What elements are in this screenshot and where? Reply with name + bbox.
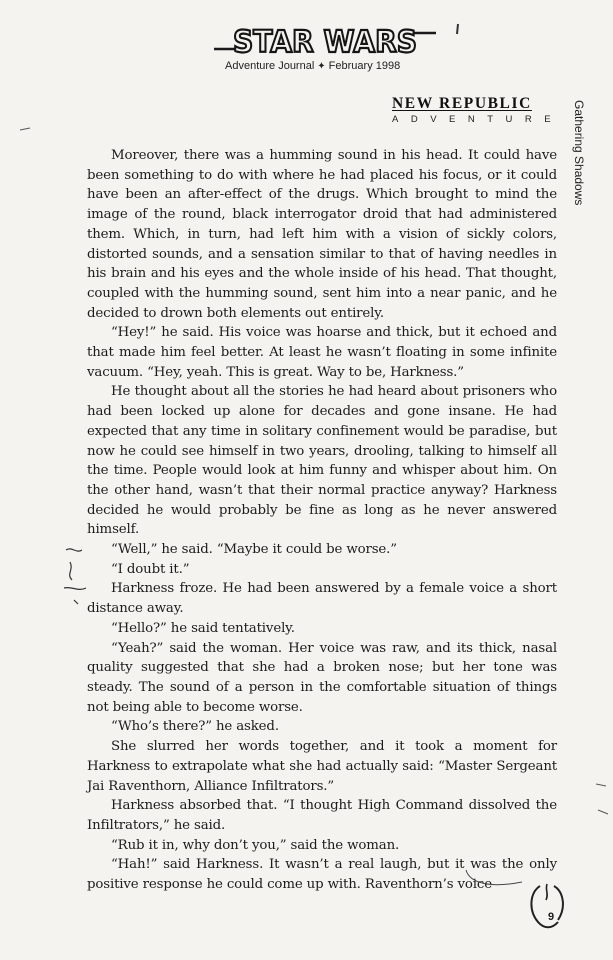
- star-wars-logo: [212, 20, 438, 60]
- paragraph: “Who’s there?” he asked.: [111, 719, 279, 735]
- paragraph: “Hey!” he said. His voice was hoarse and thick, but it echoed and that made him feel better. At least he wasn’t floating in some infinite vacuum. “Hey, yeah. This is great. Way to be, Harkness.”: [87, 325, 557, 380]
- running-story-title: [572, 100, 594, 250]
- star-bullet-icon: ✦: [317, 61, 326, 72]
- pen-scribble-top: [452, 22, 462, 42]
- margin-mark-left: [18, 124, 32, 134]
- issue-line: [225, 60, 435, 72]
- section-banner: [392, 95, 564, 125]
- story-title: Gathering Shadows: [572, 100, 586, 206]
- paragraph: “Hah!” said Harkness. It wasn’t a real laugh, but it was the only positive response he could come up with. Raventhorn’s voice: [87, 857, 557, 893]
- paragraph: “Rub it in, why don’t you,” said the woman.: [111, 837, 400, 853]
- paragraph: Moreover, there was a humming sound in his head. It could have been something to do with where he had placed his focus, or it could have been an after-effect of the drugs. Which brought to mind the image of the round, black interrogator droid that had administered them. Which, in turn, had left him with a vision of sickly colors, distorted sounds, and a sensation similar to that of having needles in his brain and his eyes and the whole inside of his head. That thought, coupled with the humming sound, sent him into a near panic, and he decided to drown both elements out entirely.: [87, 148, 557, 321]
- paragraph: He thought about all the stories he had heard about prisoners who had been locked up alone for decades and gone insane. He had expected that any time in solitary confinement would be paradise, but now he could see himself in two years, drooling, talking to himself all the time. People would look at him funny and whisper about him. On the other hand, wasn’t that their normal practice anyway? Harkness decided he would probably be fine as long as he never answered himself.: [87, 384, 557, 538]
- margin-mark-right: [594, 780, 610, 820]
- publication-name: Adventure Journal: [225, 60, 315, 72]
- paragraph: “I doubt it.”: [111, 561, 190, 577]
- pen-scribble-bottom: [462, 866, 532, 892]
- paragraph: “Well,” he said. “Maybe it could be worse.”: [111, 542, 397, 558]
- section-subtitle: ADVENTURE: [392, 114, 564, 125]
- article-body: [87, 146, 557, 895]
- paragraph: “Hello?” he said tentatively.: [111, 620, 295, 636]
- section-title: NEW REPUBLIC: [392, 95, 532, 112]
- pen-scribble-left: [62, 540, 102, 610]
- logo-text: STAR WARS: [233, 25, 417, 60]
- issue-date: February 1998: [328, 60, 401, 72]
- paragraph: She slurred her words together, and it took a moment for Harkness to extrapolate what she had actually said: “Master Sergeant Jai Raventhorn, Alliance Infiltrators.”: [87, 739, 557, 794]
- paragraph: “Yeah?” said the woman. Her voice was raw, and its thick, nasal quality suggested that she had a broken nose; but her tone was steady. The sound of a person in the comfortable situation of things not being able to become worse.: [87, 640, 557, 715]
- page-number: 9: [547, 911, 555, 923]
- paragraph: Harkness froze. He had been answered by a female voice a short distance away.: [87, 581, 557, 617]
- paragraph: Harkness absorbed that. “I thought High Command dissolved the Infiltrators,” he said.: [87, 798, 557, 833]
